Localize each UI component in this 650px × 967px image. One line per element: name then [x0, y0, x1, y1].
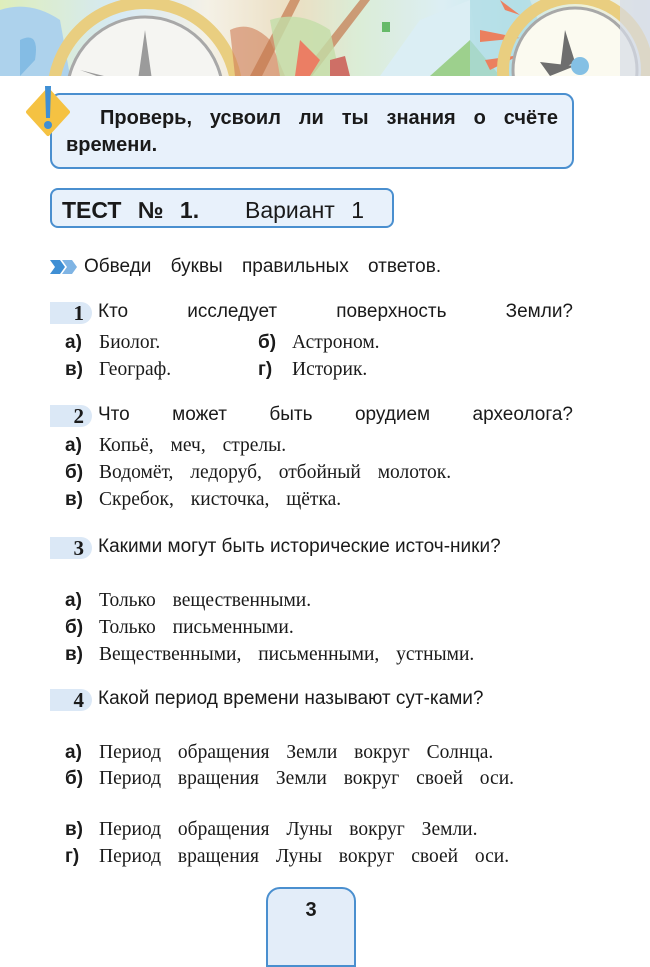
- test-number: ТЕСТ № 1.: [62, 197, 200, 223]
- instruction-text: Обведи буквы правильных ответов.: [84, 256, 442, 277]
- option-text: Только вещественными.: [99, 590, 312, 611]
- option-label: в): [65, 489, 84, 510]
- question-number: 3: [50, 537, 92, 559]
- option-label: г): [258, 359, 273, 380]
- exclamation-warning-icon: [26, 84, 70, 140]
- map-compass-illustration: [0, 0, 650, 76]
- instruction: [50, 256, 441, 278]
- option-label: в): [65, 819, 84, 840]
- option-label: в): [65, 644, 84, 665]
- option-text: Период вращения Луны вокруг своей оси.: [99, 846, 510, 867]
- option-label: б): [65, 462, 84, 483]
- option-g[interactable]: [65, 844, 509, 870]
- page-number: 3: [266, 887, 356, 967]
- option-label: а): [65, 435, 82, 456]
- option-text: Географ.: [99, 359, 172, 380]
- option-text: Копьё, меч, стрелы.: [99, 435, 287, 456]
- notice-text: Проверь, усвоил ли ты знания о счёте времени.: [66, 107, 558, 156]
- option-v[interactable]: [65, 642, 474, 668]
- notice-box: [50, 93, 574, 169]
- option-text: Период обращения Земли вокруг Солнца.: [99, 742, 494, 763]
- option-g[interactable]: [258, 357, 367, 383]
- option-label: г): [65, 846, 80, 867]
- option-text: Скребок, кисточка, щётка.: [99, 489, 342, 510]
- question-text: Кто исследует поверхность Земли?: [98, 301, 573, 322]
- question-number: 4: [50, 689, 92, 711]
- test-variant: Вариант 1: [245, 197, 364, 223]
- option-v[interactable]: [65, 487, 341, 513]
- question-number: 1: [50, 302, 92, 324]
- option-label: в): [65, 359, 84, 380]
- option-label: б): [258, 332, 277, 353]
- option-label: а): [65, 590, 82, 611]
- question-1: [50, 302, 580, 392]
- option-v[interactable]: [65, 817, 478, 843]
- option-text: Период обращения Луны вокруг Земли.: [99, 819, 478, 840]
- option-b[interactable]: [65, 615, 294, 641]
- double-chevron-icon: [50, 260, 78, 274]
- option-b[interactable]: [258, 330, 380, 356]
- option-a[interactable]: [65, 740, 493, 766]
- option-text: Только письменными.: [99, 617, 294, 638]
- option-a[interactable]: [65, 433, 286, 459]
- option-label: б): [65, 617, 84, 638]
- question-text: Что может быть орудием археолога?: [98, 404, 573, 425]
- header-banner-illustration: [0, 0, 650, 76]
- question-text: Какой период времени называют сут-ками?: [98, 688, 484, 709]
- option-text: Водомёт, ледоруб, отбойный молоток.: [99, 462, 452, 483]
- question-number: 2: [50, 405, 92, 427]
- option-label: б): [65, 768, 84, 789]
- option-label: а): [65, 742, 82, 763]
- option-text: Вещественными, письменными, устными.: [99, 644, 475, 665]
- option-a[interactable]: [65, 330, 160, 356]
- question-4: [50, 689, 580, 879]
- option-text: Астроном.: [292, 332, 380, 353]
- question-2: [50, 405, 580, 515]
- test-title-box: [50, 188, 394, 228]
- option-label: а): [65, 332, 82, 353]
- option-b[interactable]: [65, 767, 545, 791]
- option-a[interactable]: [65, 588, 311, 614]
- option-text: Биолог.: [99, 332, 161, 353]
- option-text: Период вращения Земли вокруг своей оси.: [99, 768, 515, 789]
- option-text: Историк.: [292, 359, 368, 380]
- option-v[interactable]: [65, 357, 171, 383]
- question-3: [50, 537, 580, 677]
- option-b[interactable]: [65, 460, 451, 486]
- question-text: Какими могут быть исторические источ-ники?: [98, 536, 501, 557]
